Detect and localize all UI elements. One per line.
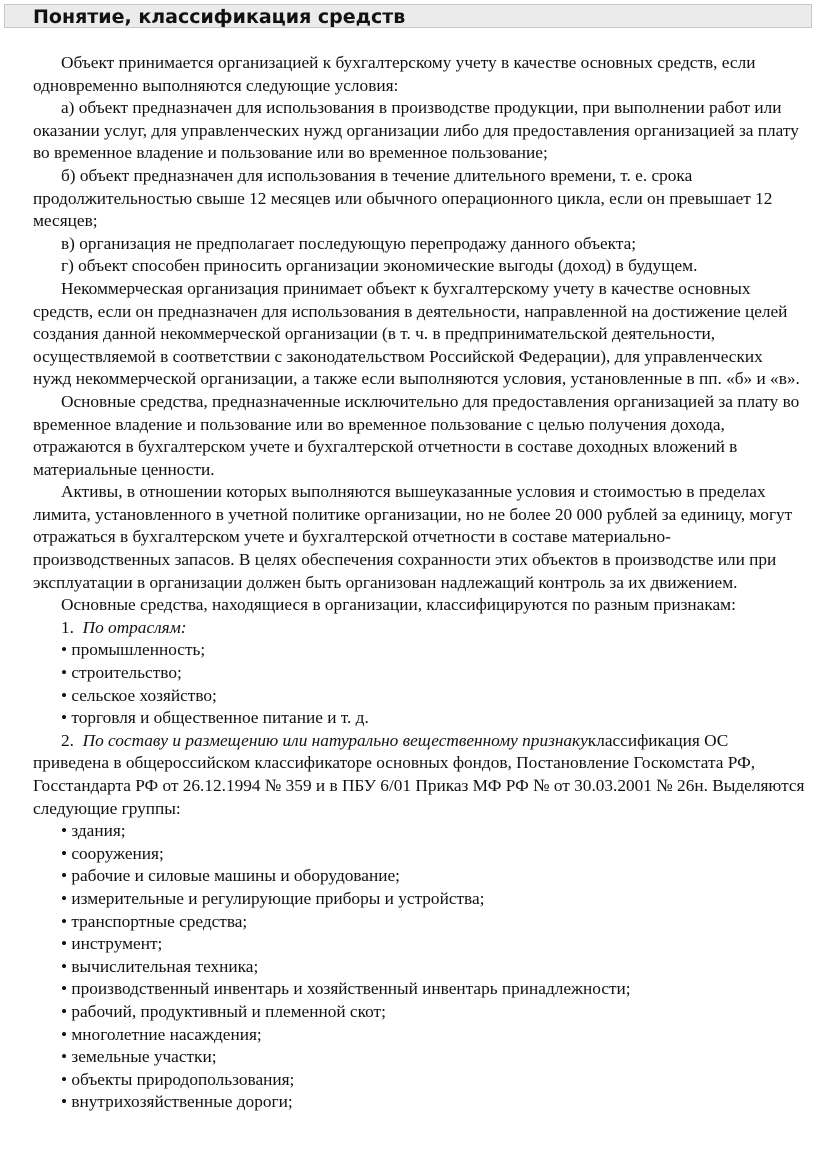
list-item: • промышленность; [61, 640, 206, 660]
classification-2-number: 2. [61, 730, 74, 750]
condition-c: в) организация не предполагает последующую перепродажу данного объекта; [61, 233, 637, 253]
list-item: • земельные участки; [61, 1047, 217, 1067]
list-item: • транспортные средства; [61, 911, 248, 931]
nonprofit-paragraph: Некоммерческая организация принимает объект к бухгалтерскому учету в качестве основных средств, если он предназначен для использования в деятельности, направленной на достижение целей создания данной некоммерческой организации (в т. ч. в предпринимательской деятельности, осуществляемой в соответствии с законодательством Российской Федерации), для управленческих нужд некоммерческой организации, а также если выполняются условия, установленные в пп. «б» и «в». [33, 278, 800, 389]
classification-intro-paragraph: Основные средства, находящиеся в организации, классифицируются по разным признакам: [61, 595, 736, 615]
list-item: • торговля и общественное питание и т. д. [61, 708, 369, 728]
list-item: • здания; [61, 821, 126, 841]
list-item: • строительство; [61, 663, 182, 683]
list-item: • сооружения; [61, 843, 164, 863]
document-body [33, 52, 805, 1114]
low-value-assets-paragraph: Активы, в отношении которых выполняются вышеуказанные условия и стоимостью в пределах лимита, установленного в учетной политике организации, но не более 20 000 рублей за единицу, могут отражаться в бухгалтерском учете и бухгалтерской отчетности в составе материально-производственных запасов. В целях обеспечения сохранности этих объектов в производстве или при эксплуатации в организации должен быть организован надлежащий контроль за их движением. [33, 482, 793, 592]
condition-b: б) объект предназначен для использования в течение длительного времени, т. е. срока продолжительностью свыше 12 месяцев или обычного операционного цикла, если он превышает 12 месяцев; [33, 165, 773, 231]
page-title: Понятие, классификация средств [33, 6, 406, 28]
condition-a: а) объект предназначен для использования в производстве продукции, при выполнении работ или оказании услуг, для управленческих нужд организации либо для предоставления организацией за плату во временное владение и пользование или во временное пользование; [33, 98, 799, 163]
list-item: • внутрихозяйственные дороги; [61, 1092, 293, 1112]
list-item: • измерительные и регулирующие приборы и устройства; [61, 888, 485, 908]
classification-2-title: По составу и размещению или натурально вещественному признаку [82, 730, 588, 750]
list-item: • сельское хозяйство; [61, 685, 217, 705]
classification-1-heading [33, 617, 805, 640]
list-item: • вычислительная техника; [61, 956, 259, 976]
classification-1-title: По отраслям: [82, 617, 187, 637]
list-item: • рабочие и силовые машины и оборудование; [61, 866, 400, 886]
list-item: • инструмент; [61, 934, 163, 954]
section-title-bar [4, 4, 812, 28]
condition-d: г) объект способен приносить организации экономические выгоды (доход) в будущем. [61, 256, 698, 276]
rental-assets-paragraph: Основные средства, предназначенные исключительно для предоставления организацией за плату во временное владение и пользование или во временное пользование с целью получения дохода, отражаются в бухгалтерском учете и бухгалтерской отчетности в составе доходных вложений в материальные ценности. [33, 391, 800, 479]
classification-1-number: 1. [61, 617, 74, 637]
list-item: • объекты природопользования; [61, 1069, 295, 1089]
list-item: • производственный инвентарь и хозяйственный инвентарь принадлежности; [61, 979, 631, 999]
list-item: • многолетние насаждения; [61, 1024, 262, 1044]
list-item: • рабочий, продуктивный и племенной скот; [61, 1001, 386, 1021]
classification-2-text: классификация ОС приведена в общероссийском классификаторе основных фондов, Постановление Госкомстата РФ, Госстандарта РФ от 26.12.1994 № 359 и в ПБУ 6/01 Приказ МФ РФ № от 30.03.2001 № 26н. Выделяются следующие группы: [33, 730, 805, 818]
classification-2-paragraph [33, 730, 805, 820]
intro-paragraph: Объект принимается организацией к бухгалтерскому учету в качестве основных средств, если одновременно выполняются следующие условия: [33, 53, 756, 95]
